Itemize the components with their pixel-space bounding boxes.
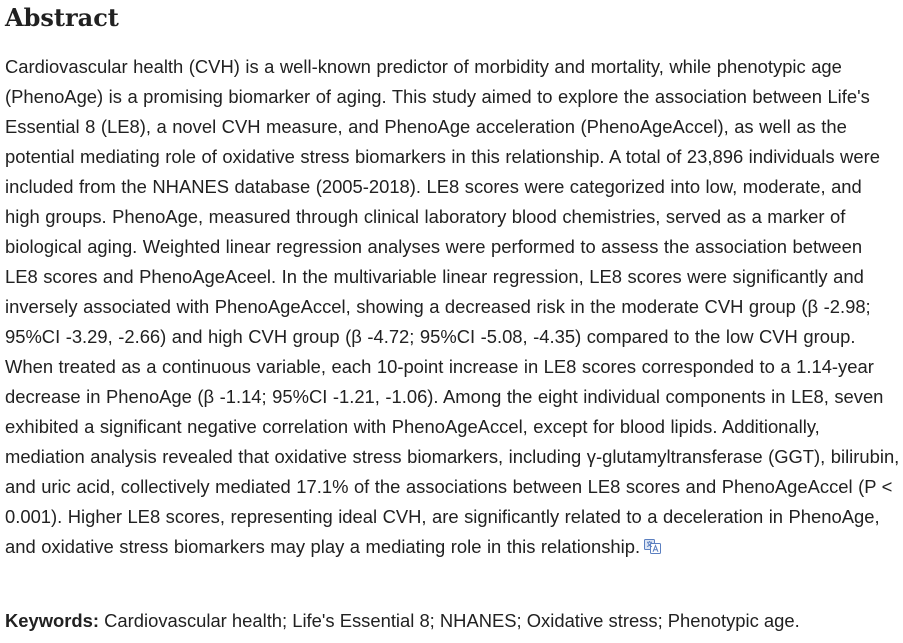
abstract-paragraph [5, 52, 900, 562]
abstract-text: Cardiovascular health (CVH) is a well-known predictor of morbidity and mortality, while phenotypic age (PhenoAge) is a promising biomarker of aging. This study aimed to explore the association between Life's Essential 8 (LE8), a novel CVH measure, and PhenoAge acceleration (PhenoAgeAccel), as well as the potential mediating role of oxidative stress biomarkers in this relationship. A total of 23,896 individuals were included from the NHANES database (2005-2018). LE8 scores were categorized into low, moderate, and high groups. PhenoAge, measured through clinical laboratory blood chemistries, served as a marker of biological aging. Weighted linear regression analyses were performed to assess the association between LE8 scores and PhenoAgeAceel. In the multivariable linear regression, LE8 scores were significantly and inversely associated with PhenoAgeAccel, showing a decreased risk in the moderate CVH group (β -2.98; 95%CI -3.29, -2.66) and high CVH group (β -4.72; 95%CI -5.08, -4.35) compared to the low CVH group. When treated as a continuous variable, each 10-point increase in LE8 scores corresponded to a 1.14-year decrease in PhenoAge (β -1.14; 95%CI -1.21, -1.06). Among the eight individual components in LE8, seven exhibited a significant negative correlation with PhenoAgeAccel, except for blood lipids. Additionally, mediation analysis revealed that oxidative stress biomarkers, including γ-glutamyltransferase (GGT), bilirubin, and uric acid, collectively mediated 17.1% of the associations between LE8 scores and PhenoAgeAccel (P < 0.001). Higher LE8 scores, representing ideal CVH, are significantly related to a deceleration in PhenoAge, and oxidative stress biomarkers may play a mediating role in this relationship. [5, 56, 900, 557]
translate-icon[interactable] [644, 533, 661, 548]
abstract-heading: Abstract [5, 3, 119, 32]
keywords-label: Keywords: [5, 610, 100, 631]
keywords-text: Cardiovascular health; Life's Essential 8; NHANES; Oxidative stress; Phenotypic age. [104, 610, 800, 631]
keywords-line [5, 606, 800, 636]
